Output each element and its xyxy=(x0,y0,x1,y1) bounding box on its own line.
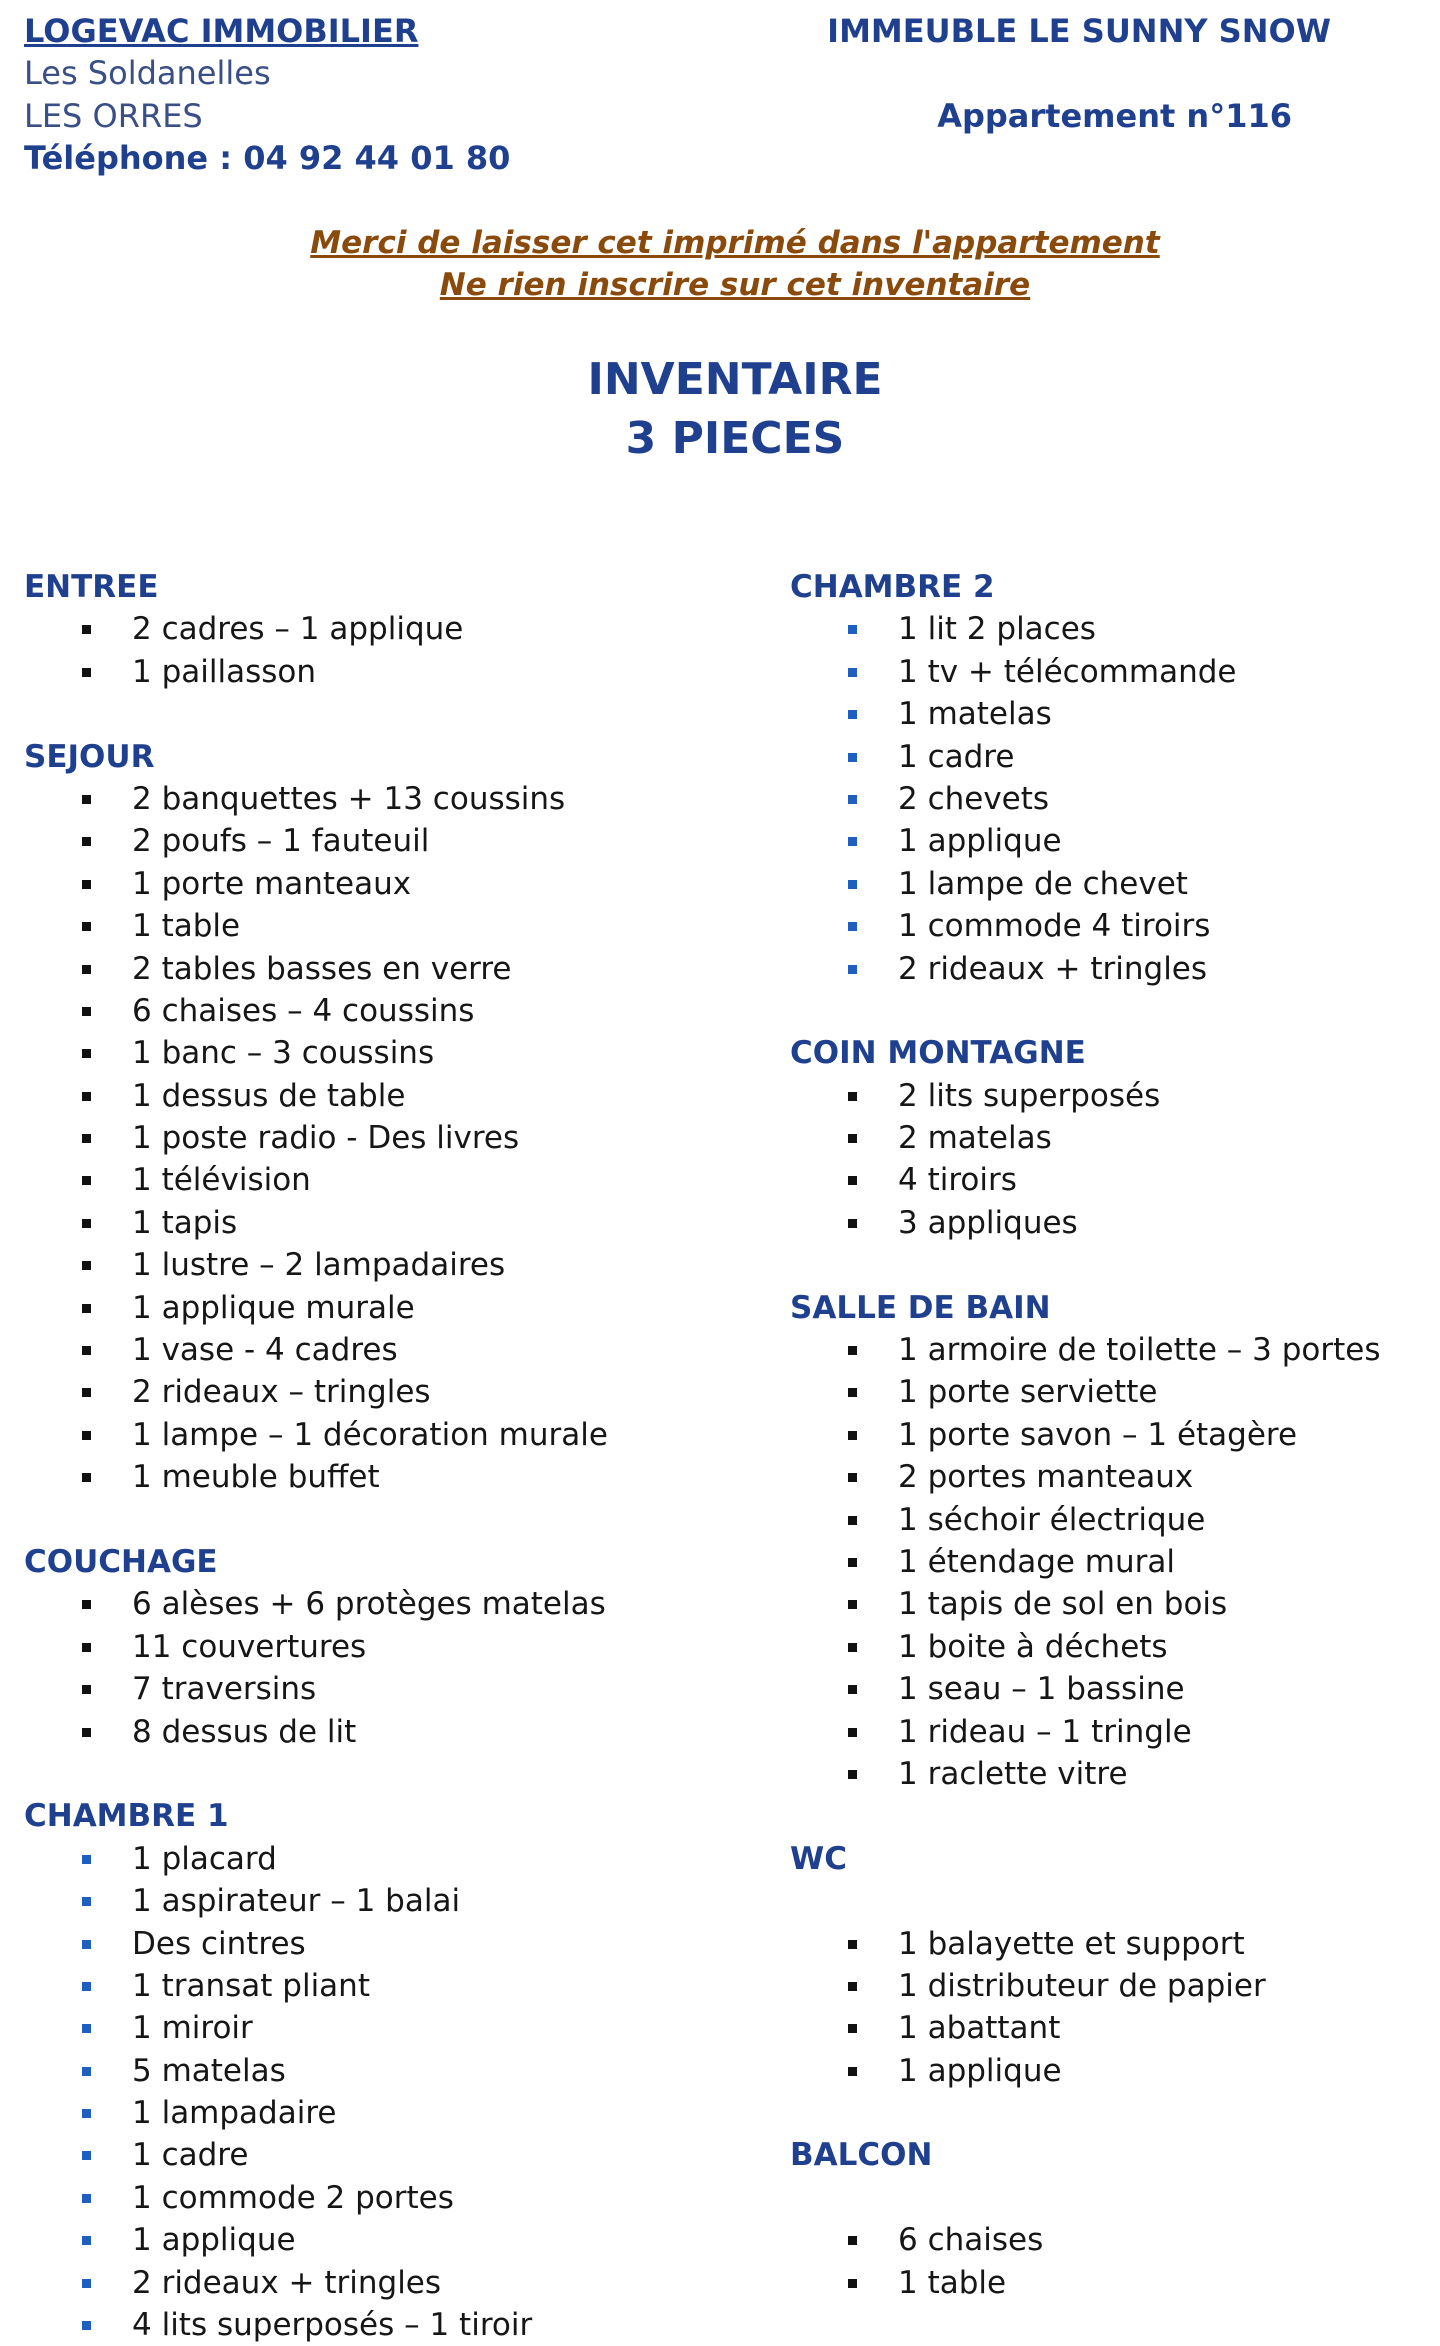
list-item xyxy=(790,2219,1381,2261)
list-item xyxy=(790,1499,1381,1541)
item-label: 2 rideaux + tringles xyxy=(132,2264,442,2301)
notice-keep-form: Merci de laisser cet imprimé dans l'appartement xyxy=(310,225,1160,261)
bullet-icon xyxy=(82,1600,91,1609)
agency-address-line1: Les Soldanelles xyxy=(24,54,271,93)
bullet-icon xyxy=(82,668,91,677)
section-wc xyxy=(790,1838,1381,2092)
list-item xyxy=(790,1159,1381,1201)
list-item xyxy=(24,1075,608,1117)
apartment-number: Appartement n°116 xyxy=(937,96,1292,135)
agency-name: LOGEVAC IMMOBILIER xyxy=(24,12,419,50)
bullet-icon xyxy=(82,1431,91,1440)
list-item xyxy=(24,2134,608,2176)
bullet-icon xyxy=(848,1219,857,1228)
list-item xyxy=(790,820,1381,862)
section-title-entree: ENTREE xyxy=(24,569,159,605)
item-label: 2 tables basses en verre xyxy=(132,950,512,987)
item-label: 3 appliques xyxy=(898,1204,1078,1241)
item-label: 1 raclette vitre xyxy=(898,1755,1128,1792)
list-item xyxy=(790,2262,1381,2304)
item-label: 4 tiroirs xyxy=(898,1162,1017,1199)
section-title-balcon: BALCON xyxy=(790,2137,933,2174)
list-item xyxy=(790,2050,1381,2092)
bullet-icon xyxy=(82,2321,91,2330)
bullet-icon xyxy=(82,1007,91,1016)
list-item xyxy=(24,1032,608,1074)
list-item xyxy=(790,1202,1381,1244)
list-item xyxy=(24,990,608,1032)
item-label: 1 meuble buffet xyxy=(132,1459,380,1496)
document-title xyxy=(0,350,1440,468)
bullet-icon xyxy=(82,2279,91,2288)
item-label: 1 balayette et support xyxy=(898,1925,1245,1962)
list-item xyxy=(24,1414,608,1456)
item-label: 1 porte savon – 1 étagère xyxy=(898,1416,1298,1453)
list-item xyxy=(24,1965,608,2007)
item-list-chambre2 xyxy=(790,608,1381,990)
item-label: 1 vase - 4 cadres xyxy=(132,1332,398,1369)
section-title-wc: WC xyxy=(790,1840,847,1877)
list-item xyxy=(790,608,1381,650)
bullet-icon xyxy=(82,1049,91,1058)
item-label: 2 cadres – 1 applique xyxy=(132,611,464,648)
item-label: 1 rideau – 1 tringle xyxy=(898,1713,1192,1750)
item-label: 1 télévision xyxy=(132,1162,311,1199)
bullet-icon xyxy=(82,1855,91,1864)
bullet-icon xyxy=(848,1388,857,1397)
bullet-icon xyxy=(82,2151,91,2160)
item-list-wc xyxy=(790,1923,1381,2093)
bullet-icon xyxy=(848,837,857,846)
item-label: 1 commode 4 tiroirs xyxy=(898,908,1211,945)
item-label: 1 tv + télécommande xyxy=(898,653,1237,690)
list-item xyxy=(24,778,608,820)
bullet-icon xyxy=(848,1685,857,1694)
section-title-chambre1: CHAMBRE 1 xyxy=(24,1798,229,1835)
list-item xyxy=(790,1075,1381,1117)
bullet-icon xyxy=(848,625,857,634)
bullet-icon xyxy=(82,1643,91,1652)
bullet-icon xyxy=(848,753,857,762)
bullet-icon xyxy=(848,2236,857,2245)
bullet-icon xyxy=(848,1516,857,1525)
list-item xyxy=(790,905,1381,947)
item-list-salle-de-bain xyxy=(790,1329,1381,1795)
list-item xyxy=(24,2092,608,2134)
bullet-icon xyxy=(848,710,857,719)
section-chambre2 xyxy=(790,566,1381,990)
item-label: 1 paillasson xyxy=(132,653,317,690)
item-label: 1 cadre xyxy=(898,738,1015,775)
item-label: Des cintres xyxy=(132,1925,306,1962)
right-column xyxy=(790,566,1381,2304)
item-list-chambre1 xyxy=(24,1838,608,2346)
bullet-icon xyxy=(82,837,91,846)
item-label: 1 lampadaire xyxy=(132,2095,337,2132)
item-list-sejour xyxy=(24,778,608,1499)
bullet-icon xyxy=(82,1176,91,1185)
item-label: 1 poste radio - Des livres xyxy=(132,1120,520,1157)
bullet-icon xyxy=(82,1261,91,1270)
section-title-sejour: SEJOUR xyxy=(24,738,155,775)
list-item xyxy=(790,2007,1381,2049)
list-item xyxy=(24,2007,608,2049)
list-item xyxy=(790,1753,1381,1795)
bullet-icon xyxy=(82,2194,91,2203)
list-item xyxy=(24,1117,608,1159)
list-item xyxy=(790,1583,1381,1625)
bullet-icon xyxy=(82,965,91,974)
bullet-icon xyxy=(848,2067,857,2076)
bullet-icon xyxy=(848,1431,857,1440)
bullet-icon xyxy=(848,922,857,931)
bullet-icon xyxy=(848,1176,857,1185)
item-label: 1 cadre xyxy=(132,2137,249,2174)
agency-address-line2: LES ORRES xyxy=(24,96,203,135)
item-list-balcon xyxy=(790,2219,1381,2304)
title-line2: 3 PIECES xyxy=(625,413,845,464)
item-label: 1 étendage mural xyxy=(898,1543,1176,1580)
bullet-icon xyxy=(848,1558,857,1567)
bullet-icon xyxy=(82,2236,91,2245)
bullet-icon xyxy=(848,1473,857,1482)
list-item xyxy=(24,2050,608,2092)
item-label: 2 banquettes + 13 coussins xyxy=(132,780,566,817)
item-label: 1 distributeur de papier xyxy=(898,1967,1266,2004)
item-label: 1 placard xyxy=(132,1840,277,1877)
list-item xyxy=(790,1117,1381,1159)
bullet-icon xyxy=(82,1304,91,1313)
item-label: 1 tapis xyxy=(132,1204,238,1241)
bullet-icon xyxy=(82,1897,91,1906)
item-label: 1 porte manteaux xyxy=(132,865,412,902)
item-label: 1 lustre – 2 lampadaires xyxy=(132,1247,506,1284)
item-label: 2 portes manteaux xyxy=(898,1459,1194,1496)
list-item xyxy=(790,1541,1381,1583)
bullet-icon xyxy=(82,2109,91,2118)
bullet-icon xyxy=(82,1134,91,1143)
bullet-icon xyxy=(848,1770,857,1779)
list-item xyxy=(790,1711,1381,1753)
bullet-icon xyxy=(82,1219,91,1228)
bullet-icon xyxy=(848,1982,857,1991)
bullet-icon xyxy=(82,1940,91,1949)
list-item xyxy=(24,1287,608,1329)
bullet-icon xyxy=(82,880,91,889)
item-label: 7 traversins xyxy=(132,1671,317,1708)
item-label: 1 matelas xyxy=(898,696,1052,733)
bullet-icon xyxy=(82,1473,91,1482)
bullet-icon xyxy=(82,795,91,804)
bullet-icon xyxy=(848,795,857,804)
item-list-couchage xyxy=(24,1583,608,1753)
list-item xyxy=(24,863,608,905)
bullet-icon xyxy=(82,1092,91,1101)
list-item xyxy=(24,1923,608,1965)
title-line1: INVENTAIRE xyxy=(587,354,883,405)
agency-phone: Téléphone : 04 92 44 01 80 xyxy=(24,139,511,178)
section-title-coin-montagne: COIN MONTAGNE xyxy=(790,1035,1086,1072)
list-item xyxy=(790,1414,1381,1456)
item-label: 8 dessus de lit xyxy=(132,1713,357,1750)
item-label: 1 boite à déchets xyxy=(898,1628,1168,1665)
bullet-icon xyxy=(848,2279,857,2288)
item-label: 1 lampe – 1 décoration murale xyxy=(132,1416,608,1453)
bullet-icon xyxy=(82,922,91,931)
property-info xyxy=(827,10,1331,137)
item-label: 2 chevets xyxy=(898,780,1050,817)
list-item xyxy=(24,1159,608,1201)
list-item xyxy=(24,2177,608,2219)
list-item xyxy=(790,948,1381,990)
list-item xyxy=(24,608,608,650)
item-label: 1 séchoir électrique xyxy=(898,1501,1206,1538)
item-label: 1 lampe de chevet xyxy=(898,865,1188,902)
section-couchage xyxy=(24,1541,608,1753)
list-item xyxy=(790,1923,1381,1965)
item-label: 6 alèses + 6 protèges matelas xyxy=(132,1586,606,1623)
item-label: 2 rideaux + tringles xyxy=(898,950,1208,987)
section-chambre1 xyxy=(24,1795,608,2346)
list-item xyxy=(790,863,1381,905)
item-label: 2 matelas xyxy=(898,1120,1052,1157)
list-item xyxy=(790,1626,1381,1668)
bullet-icon xyxy=(848,1600,857,1609)
item-label: 1 tapis de sol en bois xyxy=(898,1586,1228,1623)
list-item xyxy=(24,1668,608,1710)
list-item xyxy=(24,1583,608,1625)
list-item xyxy=(790,1456,1381,1498)
list-item xyxy=(24,1838,608,1880)
list-item xyxy=(24,1880,608,1922)
item-label: 1 miroir xyxy=(132,2010,253,2047)
item-label: 2 rideaux – tringles xyxy=(132,1374,431,1411)
list-item xyxy=(24,1456,608,1498)
item-label: 4 lits superposés – 1 tiroir xyxy=(132,2307,533,2344)
item-label: 1 lit 2 places xyxy=(898,611,1096,648)
bullet-icon xyxy=(82,1982,91,1991)
list-item xyxy=(790,1965,1381,2007)
list-item xyxy=(24,1329,608,1371)
notice-do-not-write: Ne rien inscrire sur cet inventaire xyxy=(439,267,1031,304)
list-item xyxy=(790,1329,1381,1371)
item-label: 1 seau – 1 bassine xyxy=(898,1671,1185,1708)
list-item xyxy=(24,1626,608,1668)
bullet-icon xyxy=(82,2067,91,2076)
bullet-icon xyxy=(82,625,91,634)
item-label: 1 applique xyxy=(132,2222,296,2259)
bullet-icon xyxy=(82,2024,91,2033)
list-item xyxy=(24,820,608,862)
item-list-entree xyxy=(24,608,608,693)
section-coin-montagne xyxy=(790,1032,1381,1244)
list-item xyxy=(24,905,608,947)
bullet-icon xyxy=(848,880,857,889)
list-item xyxy=(24,2219,608,2261)
list-item xyxy=(790,1668,1381,1710)
section-salle-de-bain xyxy=(790,1287,1381,1796)
item-label: 6 chaises – 4 coussins xyxy=(132,992,475,1029)
list-item xyxy=(790,651,1381,693)
list-item xyxy=(790,778,1381,820)
item-label: 1 commode 2 portes xyxy=(132,2179,454,2216)
bullet-icon xyxy=(82,1388,91,1397)
list-item xyxy=(24,948,608,990)
list-item xyxy=(790,1371,1381,1413)
item-label: 1 banc – 3 coussins xyxy=(132,1035,435,1072)
item-label: 11 couvertures xyxy=(132,1628,367,1665)
section-title-chambre2: CHAMBRE 2 xyxy=(790,569,995,605)
item-label: 1 armoire de toilette – 3 portes xyxy=(898,1332,1381,1369)
item-label: 1 applique murale xyxy=(132,1289,415,1326)
item-label: 1 abattant xyxy=(898,2010,1061,2047)
section-sejour xyxy=(24,736,608,1499)
section-title-salle-de-bain: SALLE DE BAIN xyxy=(790,1289,1051,1326)
item-label: 1 aspirateur – 1 balai xyxy=(132,1883,461,1920)
list-item xyxy=(24,1244,608,1286)
item-label: 1 applique xyxy=(898,823,1062,860)
bullet-icon xyxy=(848,965,857,974)
bullet-icon xyxy=(82,1728,91,1737)
building-name: IMMEUBLE LE SUNNY SNOW xyxy=(827,12,1331,50)
bullet-icon xyxy=(848,1728,857,1737)
item-label: 1 porte serviette xyxy=(898,1374,1158,1411)
bullet-icon xyxy=(848,1643,857,1652)
list-item xyxy=(24,1202,608,1244)
list-item xyxy=(790,693,1381,735)
item-label: 1 applique xyxy=(898,2052,1062,2089)
item-list-coin-montagne xyxy=(790,1075,1381,1245)
item-label: 1 table xyxy=(898,2264,1007,2301)
bullet-icon xyxy=(82,1685,91,1694)
bullet-icon xyxy=(848,668,857,677)
list-item xyxy=(24,1371,608,1413)
bullet-icon xyxy=(848,1134,857,1143)
item-label: 2 poufs – 1 fauteuil xyxy=(132,823,430,860)
item-label: 1 dessus de table xyxy=(132,1077,406,1114)
list-item xyxy=(24,2304,608,2346)
item-label: 6 chaises xyxy=(898,2222,1044,2259)
item-label: 5 matelas xyxy=(132,2052,286,2089)
list-item xyxy=(790,736,1381,778)
list-item xyxy=(24,1711,608,1753)
bullet-icon xyxy=(848,2024,857,2033)
bullet-icon xyxy=(82,1346,91,1355)
bullet-icon xyxy=(848,1940,857,1949)
section-balcon xyxy=(790,2134,1381,2304)
item-label: 2 lits superposés xyxy=(898,1077,1161,1114)
section-title-couchage: COUCHAGE xyxy=(24,1543,218,1580)
item-label: 1 transat pliant xyxy=(132,1967,370,2004)
left-column xyxy=(24,566,608,2346)
section-entree xyxy=(24,566,608,693)
bullet-icon xyxy=(848,1092,857,1101)
list-item xyxy=(24,2262,608,2304)
agency-info xyxy=(24,10,510,180)
list-item xyxy=(24,651,608,693)
notices xyxy=(0,222,1440,307)
item-label: 1 table xyxy=(132,908,241,945)
bullet-icon xyxy=(848,1346,857,1355)
